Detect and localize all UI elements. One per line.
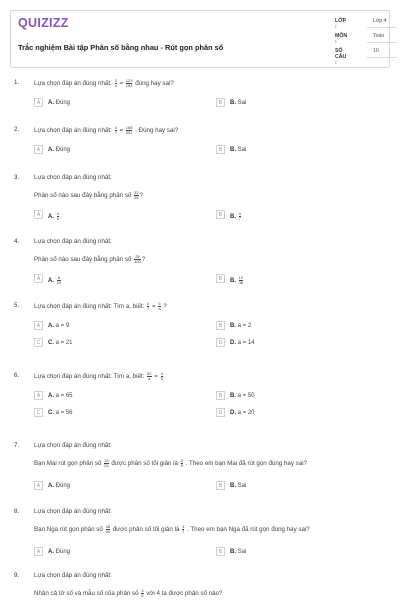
option-letter-box[interactable]: B <box>216 481 225 490</box>
option-label: B. <box>230 392 236 399</box>
fraction-numerator: 3 <box>114 78 117 83</box>
option-text: B. Sai <box>230 146 247 153</box>
option-letter-box[interactable]: B <box>216 98 225 107</box>
option-text: B. Sai <box>230 99 247 106</box>
question-subtext: Bạn Mai rút gọn phân số $\frac{15}{25}$ được phân số tối giản là $\frac{3}{5}$ . Theo em bạn Mai đã rút gọn đúng hay sai? <box>34 458 307 468</box>
fraction-numerator: 4 <box>56 210 59 216</box>
fraction-numerator: 2 <box>147 301 150 306</box>
question-text: Lựa chọn đáp án đúng nhất: $\frac{3}{7}$ = $\frac{168}{392}$ . Đúng hay sai? <box>34 125 179 135</box>
option-label: A. <box>48 277 54 284</box>
fraction <box>57 212 59 221</box>
option-text: D. a = 14 <box>230 339 255 346</box>
meta-label: MÔN : <box>335 33 348 45</box>
worksheet-title: Trắc nghiệm Bài tập Phân số bằng nhau - Rút gọn phân số <box>18 43 224 52</box>
option-text: A. a = 65 <box>48 392 73 399</box>
answer-option-b[interactable] <box>216 481 376 491</box>
fraction-numerator: 3 <box>114 125 117 130</box>
fraction <box>134 191 138 200</box>
answer-option-a[interactable] <box>34 391 194 401</box>
meta-value: Lớp 4 <box>373 18 387 24</box>
fraction <box>161 372 163 381</box>
option-letter-box[interactable]: B <box>216 210 225 219</box>
question-text: Lựa chọn đáp án đúng nhất: <box>34 174 112 181</box>
fraction <box>126 126 133 135</box>
option-text: B. a = 50 <box>230 392 255 399</box>
option-label: B. <box>230 99 236 106</box>
question-text: Lựa chọn đáp án đúng nhất: Tìm a, biết: $\frac{52}{a}$ = $\frac{4}{5}$ <box>34 371 163 381</box>
answer-option-b[interactable] <box>216 145 376 155</box>
option-label: B. <box>230 213 236 220</box>
option-letter-box[interactable]: A <box>34 210 43 219</box>
meta-underline <box>367 27 397 28</box>
question-text: Lựa chọn đáp án đúng nhất: $\frac{3}{4}$ = $\frac{123}{164}$ đúng hay sai? <box>34 78 174 88</box>
option-label: A. <box>48 213 54 220</box>
fraction-denominator: a <box>148 376 151 381</box>
option-label: B. <box>230 482 236 489</box>
fraction <box>106 525 110 534</box>
fraction-numerator: 25 <box>135 254 140 259</box>
answer-option-b[interactable] <box>216 321 376 331</box>
fraction-numerator: 15 <box>104 458 109 463</box>
fraction-denominator: 392 <box>125 130 133 135</box>
option-label: D. <box>230 409 236 416</box>
question-number: 2. <box>14 126 20 133</box>
option-letter-box[interactable]: A <box>34 274 43 283</box>
question-number: 5. <box>14 302 20 309</box>
fraction-denominator: 36 <box>238 279 244 285</box>
fraction <box>239 212 241 221</box>
answer-option-b[interactable] <box>216 547 376 557</box>
option-text <box>230 212 242 221</box>
fraction-denominator: 4 <box>114 83 117 88</box>
option-letter-box[interactable]: A <box>34 481 43 490</box>
question-number: 6. <box>14 372 20 379</box>
fraction-denominator: a <box>158 306 161 311</box>
option-label: B. <box>230 548 236 555</box>
fraction-numerator: 4 <box>182 524 185 529</box>
option-label: C. <box>48 339 54 346</box>
question-item <box>14 174 386 234</box>
fraction-numerator: 48 <box>105 524 110 529</box>
fraction-denominator: 60 <box>105 529 110 534</box>
option-text: B. a = 2 <box>230 322 252 329</box>
answer-option-a[interactable] <box>34 481 194 491</box>
fraction-denominator: 25 <box>104 463 109 468</box>
fraction-numerator: 6 <box>57 274 61 280</box>
question-subtext: Nhân cả tử số và mẫu số của phân số $\frac{3}{5}$ với 4 ta được phân số nào? <box>34 588 223 598</box>
meta-value: Toán <box>373 33 385 39</box>
option-text: A. Đúng <box>48 548 71 555</box>
answer-option-a[interactable] <box>34 145 194 155</box>
option-letter-box[interactable]: D <box>216 408 225 417</box>
option-label: B. <box>230 322 236 329</box>
fraction <box>104 459 108 468</box>
fraction <box>115 79 117 88</box>
question-subtext: Phân số nào sau đây bằng phân số $\frac{32}{56}$ ? <box>34 190 143 200</box>
fraction <box>182 525 184 534</box>
fraction <box>57 276 61 285</box>
option-label: A. <box>48 392 54 399</box>
quizizz-logo: QUIZIZZ <box>18 16 69 30</box>
question-number: 9. <box>14 572 20 579</box>
fraction-denominator: 7 <box>238 215 241 221</box>
option-text <box>48 212 60 221</box>
option-letter-box[interactable]: B <box>216 145 225 154</box>
fraction-numerator: 3 <box>141 588 144 593</box>
fraction-denominator: 56 <box>134 195 139 200</box>
option-letter-box[interactable]: A <box>34 321 43 330</box>
fraction <box>141 589 143 598</box>
answer-option-b[interactable] <box>216 210 376 220</box>
option-letter-box[interactable]: A <box>34 391 43 400</box>
fraction-denominator: 100 <box>134 259 141 264</box>
option-text: C. a = 56 <box>48 409 73 416</box>
meta-label: LỚP : <box>335 18 346 30</box>
option-text: C. a = 21 <box>48 339 73 346</box>
fraction-numerator: 32 <box>134 190 139 195</box>
option-label: D. <box>230 339 236 346</box>
question-item <box>14 508 386 568</box>
option-letter-box[interactable]: A <box>34 98 43 107</box>
fraction-denominator: 5 <box>141 593 144 598</box>
fraction-denominator: 7 <box>114 130 117 135</box>
question-text: Lựa chọn đáp án đúng nhất: <box>34 508 112 515</box>
fraction-denominator: 5 <box>180 463 183 468</box>
question-text: Lựa chọn đáp án đúng nhất: <box>34 238 112 245</box>
answer-option-b[interactable] <box>216 274 376 284</box>
fraction <box>147 302 149 311</box>
question-text: Lựa chọn đáp án đúng nhất: Tìm a, biết: $\frac{2}{7}$ = $\frac{6}{a}$ ? <box>34 301 167 311</box>
option-label: B. <box>230 277 236 284</box>
option-label: C. <box>48 409 54 416</box>
answer-option-b[interactable] <box>216 98 376 108</box>
option-letter-box[interactable]: A <box>34 547 43 556</box>
option-letter-box[interactable]: D <box>216 338 225 347</box>
option-text: A. Đúng <box>48 482 71 489</box>
option-letter-box[interactable]: B <box>216 274 225 283</box>
answer-option-c[interactable] <box>34 408 194 418</box>
option-label: B. <box>230 146 236 153</box>
question-item <box>14 302 386 362</box>
fraction-numerator: 52 <box>147 371 152 376</box>
option-letter-box[interactable]: B <box>216 321 225 330</box>
option-label: A. <box>48 482 54 489</box>
fraction-denominator: 24 <box>56 279 62 285</box>
fraction <box>115 126 117 135</box>
option-text: D. a = 20 <box>230 409 255 416</box>
fraction-denominator: 5 <box>160 376 163 381</box>
fraction-denominator: 164 <box>125 83 133 88</box>
fraction-denominator: 7 <box>147 306 150 311</box>
meta-label: SỐ CÂU : <box>335 48 347 66</box>
question-number: 3. <box>14 174 20 181</box>
fraction <box>134 255 141 264</box>
answer-option-a[interactable] <box>34 210 194 220</box>
option-label: A. <box>48 322 54 329</box>
answer-option-d[interactable] <box>216 338 376 348</box>
fraction <box>126 79 133 88</box>
question-item <box>14 572 386 600</box>
option-text: A. a = 9 <box>48 322 70 329</box>
answer-option-a[interactable] <box>34 274 194 284</box>
question-number: 1. <box>14 79 20 86</box>
fraction-numerator: 168 <box>125 125 133 130</box>
option-text: A. Đúng <box>48 146 71 153</box>
option-letter-box[interactable]: A <box>34 145 43 154</box>
meta-value: 10 <box>373 48 379 54</box>
question-item <box>14 442 386 502</box>
fraction <box>158 302 160 311</box>
option-label: A. <box>48 146 54 153</box>
option-text: A. Đúng <box>48 99 71 106</box>
question-item <box>14 238 386 298</box>
meta-underline <box>367 42 397 43</box>
worksheet-header <box>10 10 390 68</box>
option-label: A. <box>48 548 54 555</box>
option-label: A. <box>48 99 54 106</box>
answer-option-a[interactable] <box>34 321 194 331</box>
fraction-numerator: 6 <box>158 301 161 306</box>
fraction <box>239 276 243 285</box>
fraction-numerator: 12 <box>238 274 244 280</box>
question-number: 7. <box>14 442 20 449</box>
fraction-numerator: 3 <box>180 458 183 463</box>
option-letter-box[interactable]: B <box>216 391 225 400</box>
answer-option-d[interactable] <box>216 408 376 418</box>
fraction <box>181 459 183 468</box>
question-subtext: Bạn Nga rút gọn phân số $\frac{48}{60}$ được phân số tối giản là $\frac{4}{7}$ . Theo em bạn Nga đã rút gọn đúng hay sai? <box>34 524 310 534</box>
fraction-numerator: 123 <box>125 78 133 83</box>
question-text: Lựa chọn đáp án đúng nhất: <box>34 572 112 579</box>
option-letter-box[interactable]: B <box>216 547 225 556</box>
answer-option-a[interactable] <box>34 547 194 557</box>
answer-option-a[interactable] <box>34 98 194 108</box>
question-number: 4. <box>14 238 20 245</box>
question-number: 8. <box>14 508 20 515</box>
answer-option-b[interactable] <box>216 391 376 401</box>
answer-option-c[interactable] <box>34 338 194 348</box>
option-text: B. Sai <box>230 548 247 555</box>
question-item <box>14 372 386 432</box>
question-text: Lựa chọn đáp án đúng nhất: <box>34 442 112 449</box>
option-letter-box[interactable]: C <box>34 338 43 347</box>
meta-underline <box>367 57 397 58</box>
fraction-numerator: 4 <box>238 210 241 216</box>
option-letter-box[interactable]: C <box>34 408 43 417</box>
fraction-denominator: 7 <box>182 529 185 534</box>
option-text: B. Sai <box>230 482 247 489</box>
fraction <box>147 372 151 381</box>
option-text <box>230 276 244 285</box>
question-subtext: Phân số nào sau đây bằng phân số $\frac{25}{100}$ ? <box>34 254 146 264</box>
fraction-denominator: 8 <box>56 215 59 221</box>
fraction-numerator: 4 <box>160 371 163 376</box>
option-text <box>48 276 62 285</box>
